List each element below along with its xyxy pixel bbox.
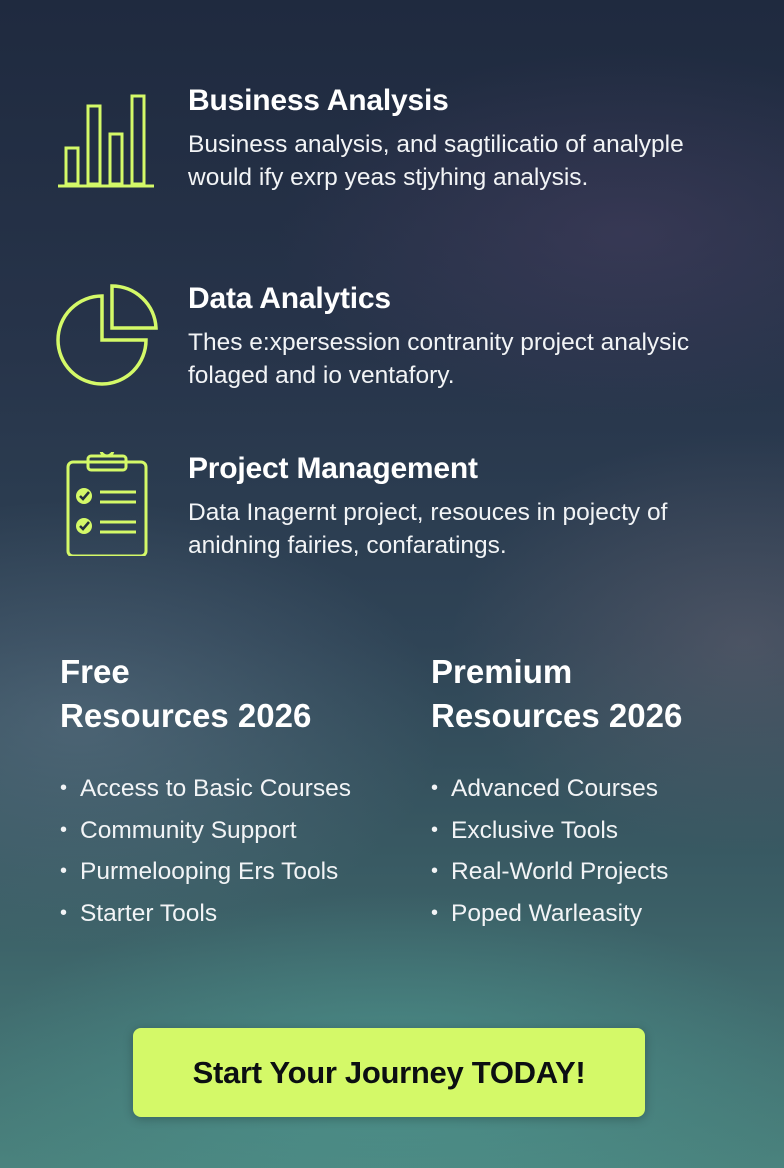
bullet-icon: •: [431, 901, 439, 924]
feature-title: Business Analysis: [188, 84, 449, 117]
feature-description: Data Inagernt project, resouces in pojecty of anidning fairies, confaratings.: [188, 499, 668, 559]
list-item-label: Access to Basic Courses: [80, 775, 351, 802]
list-item: [431, 851, 761, 893]
clipboard-checklist-icon: [56, 452, 160, 556]
list-item: [60, 893, 390, 935]
start-journey-button[interactable]: Start Your Journey TODAY!: [133, 1028, 645, 1117]
bullet-icon: •: [60, 860, 68, 882]
list-item: [431, 768, 761, 810]
bullet-icon: •: [431, 777, 439, 799]
list-item-label: Exclusive Tools: [451, 816, 619, 844]
feature-business-analysis: [56, 84, 756, 224]
list-item-label: Advanced Courses: [451, 775, 659, 802]
heading-line: Resources 2026: [60, 697, 312, 734]
list-item: [60, 810, 390, 852]
free-resources-list: [60, 768, 390, 934]
bullet-icon: •: [431, 818, 439, 841]
heading-line: Premium: [431, 653, 573, 690]
bullet-icon: •: [60, 777, 68, 799]
premium-resources-column: [431, 650, 761, 934]
list-item-label: Purmelooping Ers Tools: [80, 858, 339, 885]
heading-line: Resources 2026: [431, 697, 683, 734]
feature-project-management: [56, 452, 756, 592]
bar-chart-icon: [56, 84, 160, 188]
list-item-label: Community Support: [80, 816, 297, 844]
feature-title: Data Analytics: [188, 282, 391, 315]
list-item-label: Poped Warleasity: [451, 899, 643, 927]
list-item: [431, 810, 761, 852]
feature-title: Project Management: [188, 452, 478, 485]
list-item: [60, 768, 390, 810]
free-resources-column: [60, 650, 390, 934]
bullet-icon: •: [431, 860, 439, 882]
list-item-label: Real-World Projects: [451, 858, 669, 885]
list-item: [431, 893, 761, 935]
free-resources-heading: [60, 650, 390, 738]
list-item-label: Starter Tools: [80, 899, 218, 927]
feature-description: Business analysis, and sagtilicatio of analyple would ify exrp yeas stjyhing analysis.: [188, 131, 684, 191]
feature-description: Thes e:xpersession contranity project analysic folaged and io ventafory.: [188, 329, 690, 389]
list-item: [60, 851, 390, 893]
bullet-icon: •: [60, 901, 68, 924]
feature-data-analytics: [56, 282, 756, 422]
heading-line: Free: [60, 653, 130, 690]
pie-chart-icon: [56, 282, 160, 386]
bullet-icon: •: [60, 818, 68, 841]
premium-resources-heading: [431, 650, 761, 738]
premium-resources-list: [431, 768, 761, 934]
